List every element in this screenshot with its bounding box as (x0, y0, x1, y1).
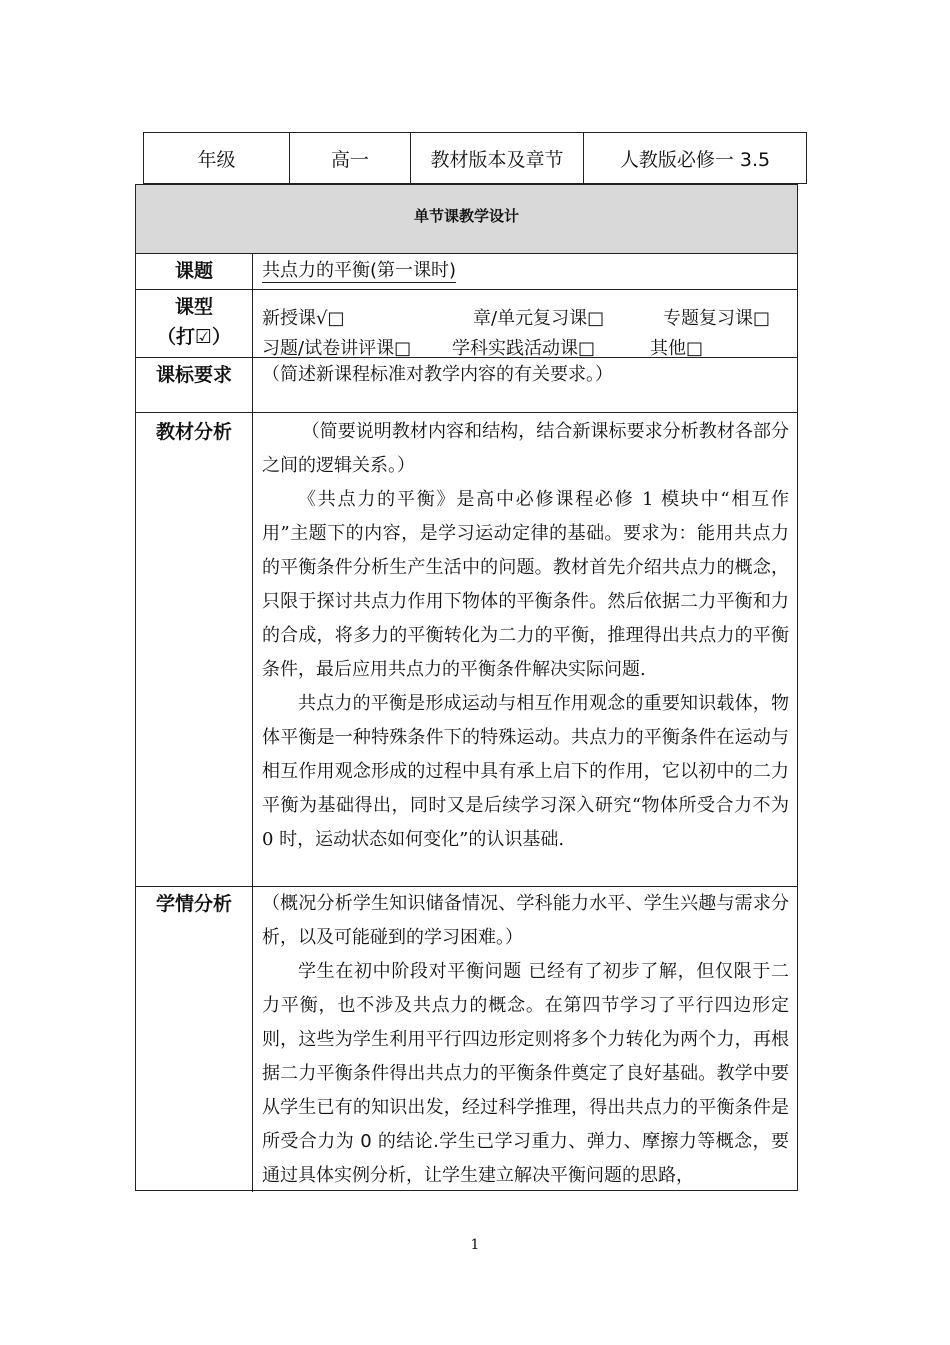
student-analysis-paragraph: 学生在初中阶段对平衡问题 已经有了初步了解，但仅限于二力平衡，也不涉及共点力的概念。在第四节学习了平行四边形定则，这些为学生利用平行四边形定则将多个力转化为两个力，再根据二力平衡条件得出共点力的平衡条件奠定了良好基础。教学中要从学生已有的知识出发，经过科学推理，得出共点力的平衡条件是所受合力为 0 的结论.学生已学习重力、弹力、摩擦力等概念，要通过具体实例分析，让学生建立解决平衡问题的思路， (262, 961, 789, 1186)
grade-label: 年级 (144, 133, 290, 183)
curriculum-standard-row (136, 358, 797, 413)
option-practice-activity[interactable]: 学科实践活动课□ (452, 338, 596, 359)
topic-row (136, 254, 797, 290)
option-other[interactable]: 其他□ (650, 338, 704, 359)
lesson-type-label-line2: （打☑） (156, 326, 232, 348)
topic-value: 共点力的平衡(第一课时) (262, 260, 457, 281)
curriculum-standard-label: 课标要求 (136, 358, 253, 412)
lesson-type-label-line1: 课型 (174, 296, 213, 318)
option-topic-review[interactable]: 专题复习课□ (663, 308, 771, 329)
lesson-type-label (136, 290, 253, 357)
page-number: 1 (470, 1237, 480, 1253)
curriculum-standard-text: （简述新课程标准对教学内容的有关要求。） (262, 364, 613, 385)
textbook-label: 教材版本及章节 (411, 133, 584, 183)
design-heading-row (136, 185, 797, 254)
topic-cell (253, 254, 797, 289)
textbook-value: 人教版必修一 3.5 (619, 148, 771, 171)
option-new-lesson[interactable]: 新授课√□ (262, 308, 345, 329)
topic-label: 课题 (136, 254, 253, 289)
textbook-analysis-cell (253, 413, 797, 886)
grade-value: 高一 (290, 133, 411, 183)
option-exercise-review[interactable]: 习题/试卷讲评课□ (262, 338, 412, 359)
textbook-analysis-paragraph-2: 共点力的平衡是形成运动与相互作用观念的重要知识载体，物体平衡是一种特殊条件下的特殊运动。共点力的平衡条件在运动与相互作用观念形成的过程中具有承上启下的作用，它以初中的二力平衡为基础得出，同时又是后续学习深入研究“物体所受合力不为 0 时，运动状态如何变化”的认识基础. (262, 693, 789, 850)
student-analysis-row (136, 887, 797, 1192)
textbook-analysis-label: 教材分析 (136, 413, 253, 886)
curriculum-standard-cell (253, 358, 797, 412)
option-unit-review[interactable]: 章/单元复习课□ (473, 308, 605, 329)
lesson-type-row (136, 290, 797, 358)
lesson-design-table (135, 184, 798, 1191)
design-heading: 单节课教学设计 (413, 207, 519, 225)
textbook-analysis-row (136, 413, 797, 887)
lesson-type-options (253, 290, 797, 357)
student-analysis-label: 学情分析 (136, 887, 253, 1192)
student-analysis-instruction: （概况分析学生知识储备情况、学科能力水平、学生兴趣与需求分析，以及可能碰到的学习困难。） (262, 893, 789, 948)
student-analysis-cell (253, 887, 797, 1192)
textbook-analysis-instruction: （简要说明教材内容和结构，结合新课标要求分析教材各部分之间的逻辑关系。） (262, 421, 789, 476)
header-table (143, 132, 807, 184)
textbook-analysis-paragraph-1: 《共点力的平衡》是高中必修课程必修 1 模块中“相互作用”主题下的内容，是学习运动定律的基础。要求为：能用共点力的平衡条件分析生产生活中的问题。教材首先介绍共点力的概念，只限于探讨共点力作用下物体的平衡条件。然后依据二力平衡和力的合成，将多力的平衡转化为二力的平衡，推理得出共点力的平衡条件，最后应用共点力的平衡条件解决实际问题. (262, 489, 789, 680)
